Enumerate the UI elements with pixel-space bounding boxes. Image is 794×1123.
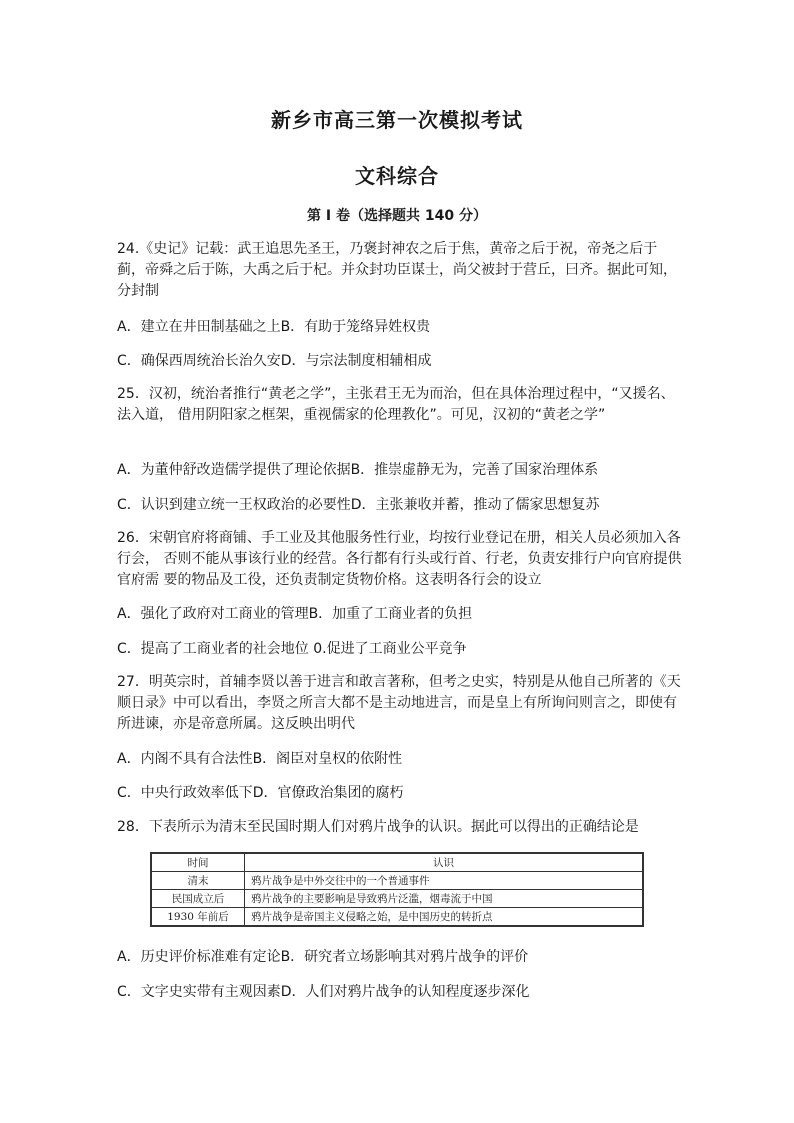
question-24-options-line-2: C．确保西周统治长治久安D．与宗法制度相辅相成 xyxy=(117,353,432,369)
table-row xyxy=(151,908,643,927)
opium-war-perception-table xyxy=(150,852,644,927)
question-26-options-line-1: A．强化了政府对工商业的管理B．加重了工商业者的负担 xyxy=(117,606,473,622)
question-27-options-line-1: A．内阁不具有合法性B．阁臣对皇权的依附性 xyxy=(117,751,403,767)
table-cell-time: 民国成立后 xyxy=(151,890,245,908)
question-27-options-line-2: C．中央行政效率低下D．官僚政治集团的腐朽 xyxy=(117,785,404,801)
question-26-options-line-2: C．提高了工商业者的社会地位 0.促进了工商业公平竞争 xyxy=(117,641,467,657)
table-header-row xyxy=(151,853,643,872)
question-26-stem: 26．宋朝官府将商铺、手工业及其他服务性行业，均按行业登记在册，相关人员必须加入各行会， 否则不能从事该行业的经营。各行都有行头或行首、行老，负责安排行户向官府提供官府需 要的物品及工役，还负责制定货物价格。这表明各行会的设立 xyxy=(117,530,682,588)
question-25-options-line-1: A．为董仲舒改造儒学提供了理论依据B．推崇虚静无为，完善了国家治理体系 xyxy=(117,462,599,478)
question-24-options-line-1: A．建立在井田制基础之上B．有助于笼络异姓权贵 xyxy=(117,319,431,335)
exam-title: 新乡市高三第一次模拟考试 xyxy=(271,108,523,132)
table-row xyxy=(151,890,643,908)
table-header-perception: 认识 xyxy=(245,853,644,872)
question-25-options-line-2: C．认识到建立统一王权政治的必要性D．主张兼收并蓄，推动了儒家思想复苏 xyxy=(117,497,600,513)
table-header-time: 时间 xyxy=(151,853,245,872)
question-28-options-line-2: C．文字史实带有主观因素D．人们对鸦片战争的认知程度逐步深化 xyxy=(117,984,530,1000)
question-27-stem: 27．明英宗时，首辅李贤以善于进言和敢言著称，但考之史实，特别是从他自己所著的《天顺日录》中可以看出，李贤之所言大都不是主动地进言，而是皇上有所询问则言之，即使有所进谏，亦是帝意所属。这反映出明代 xyxy=(117,674,681,732)
table-cell-perception: 鸦片战争的主要影响是导致鸦片泛滥，烟毒流于中国 xyxy=(245,890,644,908)
exam-subtitle: 文科综合 xyxy=(355,164,439,188)
table-cell-time: 清末 xyxy=(151,872,245,890)
question-25-stem: 25．汉初，统治者推行“黄老之学”，主张君王无为而治，但在具体治理过程中，“又援名、法入道， 借用阴阳家之框架，重视儒家的伦理教化”。可见，汉初的“黄老之学” xyxy=(117,386,675,423)
table-cell-time: 1930 年前后 xyxy=(151,908,245,927)
question-28-options-line-1: A．历史评价标准难有定论B．研究者立场影响其对鸦片战争的评价 xyxy=(117,949,529,965)
table-cell-perception: 鸦片战争是帝国主义侵略之始，是中国历史的转折点 xyxy=(245,908,644,927)
question-24-stem: 24.《史记》记载：武王追思先圣王，乃褒封神农之后于焦，黄帝之后于祝，帝尧之后于蓟，帝舜之后于陈，大禹之后于杞。并众封功臣谋士，尚父被封于营丘，曰齐。据此可知，分封制 xyxy=(117,241,677,299)
question-28-stem: 28．下表所示为清末至民国时期人们对鸦片战争的认识。据此可以得出的正确结论是 xyxy=(117,819,639,835)
section-heading: 第 I 卷（选择题共 140 分） xyxy=(307,208,487,224)
table-row xyxy=(151,872,643,890)
table-cell-perception: 鸦片战争是中外交往中的一个普通事件 xyxy=(245,872,644,890)
